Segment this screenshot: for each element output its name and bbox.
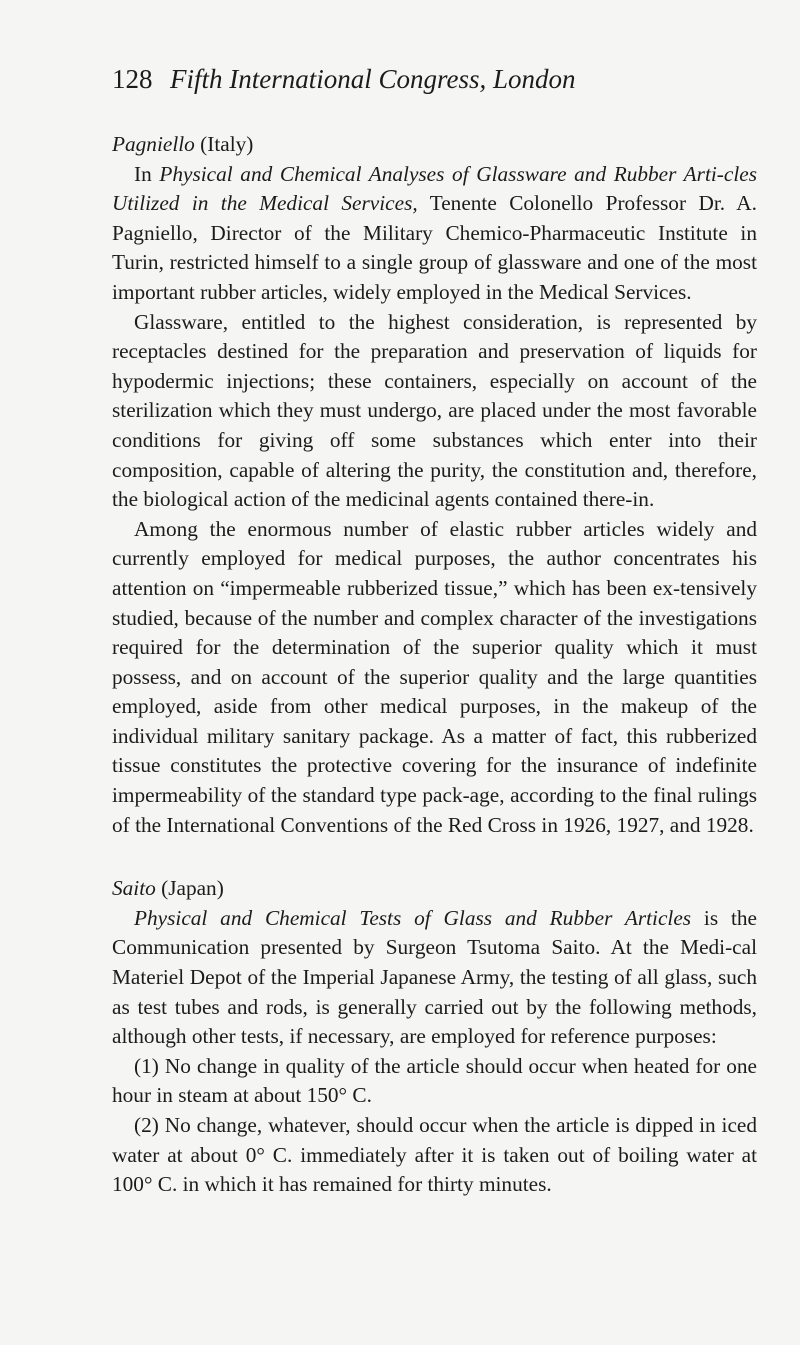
running-title: Fifth International Congress, London (170, 64, 576, 94)
author-country: (Japan) (161, 876, 224, 901)
paragraph: In Physical and Chemical Analyses of Glassware and Rubber Arti-cles Utilized in the Medical Services, Tenente Colonello Professor Dr. A. Pagniello, Director of the Military Chemico-Pharmaceutic Institute in Turin, restricted himself to a single group of glassware and one of the most important rubber articles, widely employed in the Medical Services. (112, 161, 757, 304)
paper-title: Physical and Chemical Analyses of Glassware and Rubber Arti-cles Utilized in the Medical Services, (112, 161, 757, 216)
paragraph: Among the enormous number of elastic rubber articles widely and currently employed for medical purposes, the author concentrates his attention on “impermeable rubberized tissue,” which has been ex-tensively studied, because of the number and complex character of the investigations required for the determination of the superior quality which it must possess, and on account of the superior quality and the large quantities employed, aside from other medical purposes, in the makeup of the individual military sanitary package. As a matter of fact, this rubberized tissue constitutes the protective covering for the insurance of indefinite impermeability of the standard type pack-age, according to the final rulings of the International Conventions of the Red Cross in 1926, 1927, and 1928. (112, 516, 757, 837)
running-header (112, 62, 732, 96)
section-heading-saito (112, 874, 757, 904)
section-heading-pagniello (112, 130, 757, 160)
author-name: Saito (112, 876, 156, 901)
page-number: 128 (112, 64, 153, 94)
author-name: Pagniello (112, 132, 195, 156)
paragraph: Physical and Chemical Tests of Glass and Rubber Articles is the Communication presented by Surgeon Tsutoma Saito. At the Medi-cal Materiel Depot of the Imperial Japanese Army, the testing of all glass, such as test tubes and rods, is generally carried out by the following methods, although other tests, if necessary, are employed for reference purposes: (112, 905, 757, 1049)
author-country: (Italy) (200, 132, 254, 156)
paper-title: Physical and Chemical Tests of Glass and Rubber Articles (134, 905, 692, 930)
paragraph: Glassware, entitled to the highest consideration, is represented by receptacles destined for the preparation and preservation of liquids for hypodermic injections; these containers, especially on account of the sterilization which they must undergo, are placed under the most favorable conditions for giving off some substances which enter into their composition, capable of altering the purity, the constitution and, therefore, the biological action of the medicinal agents contained there-in. (112, 309, 757, 512)
list-item: (1) No change in quality of the article should occur when heated for one hour in steam at about 150° C. (112, 1053, 757, 1108)
list-item: (2) No change, whatever, should occur when the article is dipped in iced water at about 0° C. immediately after it is taken out of boiling water at 100° C. in which it has remained for thirty minutes. (112, 1113, 757, 1197)
page-body (112, 130, 757, 1200)
